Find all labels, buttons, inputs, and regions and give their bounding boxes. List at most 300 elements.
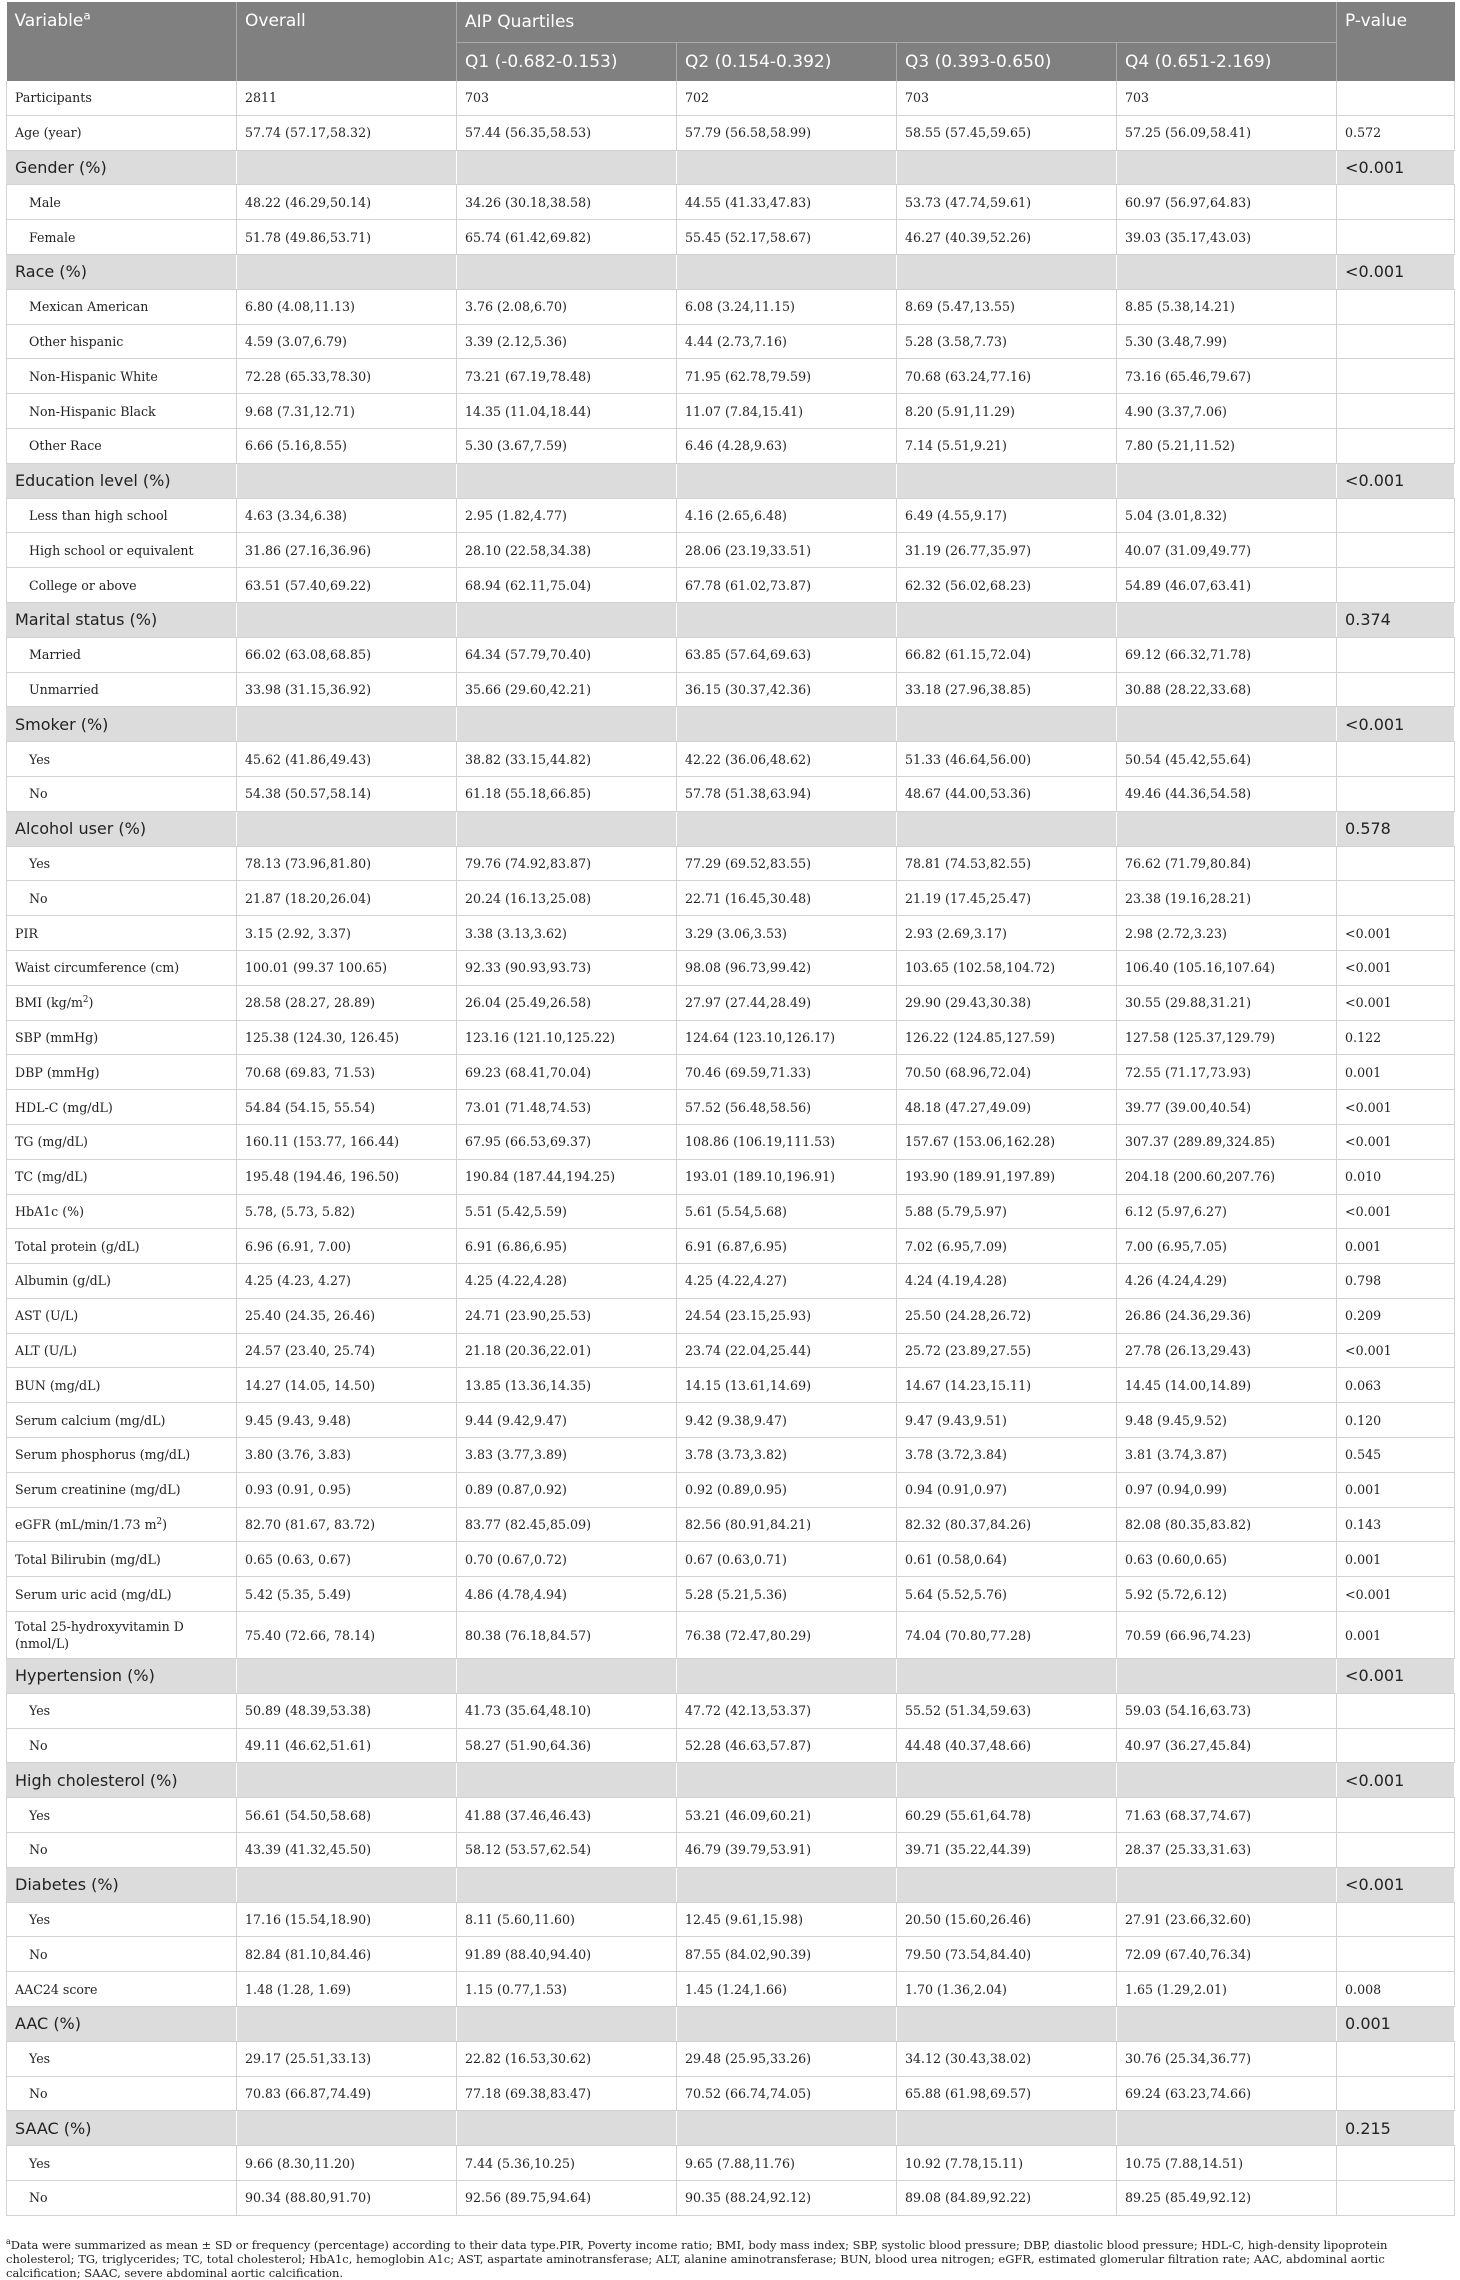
q3-cell: 48.18 (47.27,49.09)	[897, 1090, 1117, 1125]
overall-cell: 50.89 (48.39,53.38)	[237, 1693, 457, 1728]
q2-cell: 702	[677, 81, 897, 115]
empty-cell	[677, 811, 897, 846]
p-value-cell: 0.374	[1337, 602, 1455, 637]
table-row	[7, 1020, 1455, 1055]
q2-cell: 28.06 (23.19,33.51)	[677, 533, 897, 568]
table-row	[7, 1368, 1455, 1403]
q1-cell: 0.89 (0.87,0.92)	[457, 1472, 677, 1507]
table-row	[7, 1577, 1455, 1612]
q1-cell: 0.70 (0.67,0.72)	[457, 1542, 677, 1577]
row-label	[7, 568, 237, 603]
q1-cell: 68.94 (62.11,75.04)	[457, 568, 677, 603]
q3-cell: 7.02 (6.95,7.09)	[897, 1229, 1117, 1264]
q4-cell: 82.08 (80.35,83.82)	[1117, 1507, 1337, 1542]
p-value-cell	[1337, 498, 1455, 533]
q4-cell: 127.58 (125.37,129.79)	[1117, 1020, 1337, 1055]
empty-cell	[237, 602, 457, 637]
empty-cell	[237, 2007, 457, 2042]
row-label	[7, 1693, 237, 1728]
p-value-cell	[1337, 742, 1455, 777]
q1-cell: 92.33 (90.93,93.73)	[457, 950, 677, 985]
row-label-text: SAAC (%)	[15, 2118, 92, 2138]
q3-cell: 5.88 (5.79,5.97)	[897, 1194, 1117, 1229]
row-label	[7, 394, 237, 429]
q2-cell: 24.54 (23.15,25.93)	[677, 1298, 897, 1333]
empty-cell	[457, 811, 677, 846]
overall-cell: 33.98 (31.15,36.92)	[237, 672, 457, 707]
table-header	[7, 2, 1455, 81]
overall-cell: 160.11 (153.77, 166.44)	[237, 1124, 457, 1159]
table-row	[7, 498, 1455, 533]
q1-cell: 41.88 (37.46,46.43)	[457, 1798, 677, 1833]
empty-cell	[457, 602, 677, 637]
table-row	[7, 1728, 1455, 1763]
q2-cell: 5.28 (5.21,5.36)	[677, 1577, 897, 1612]
q3-cell: 9.47 (9.43,9.51)	[897, 1403, 1117, 1438]
overall-cell: 29.17 (25.51,33.13)	[237, 2041, 457, 2076]
empty-cell	[1117, 463, 1337, 498]
q2-cell: 47.72 (42.13,53.37)	[677, 1693, 897, 1728]
empty-cell	[677, 1763, 897, 1798]
table-row	[7, 1333, 1455, 1368]
table-row	[7, 1090, 1455, 1125]
q2-cell: 57.52 (56.48,58.56)	[677, 1090, 897, 1125]
row-label-text: Participants	[15, 90, 92, 106]
table-row	[7, 1055, 1455, 1090]
q1-cell: 703	[457, 81, 677, 115]
p-value-cell	[1337, 324, 1455, 359]
q4-cell: 39.03 (35.17,43.03)	[1117, 220, 1337, 255]
overall-cell: 2811	[237, 81, 457, 115]
q2-cell: 6.08 (3.24,11.15)	[677, 289, 897, 324]
p-value-cell	[1337, 1693, 1455, 1728]
q4-cell: 0.97 (0.94,0.99)	[1117, 1472, 1337, 1507]
overall-cell: 48.22 (46.29,50.14)	[237, 185, 457, 220]
row-label	[7, 1472, 237, 1507]
row-label-superscript: 2	[82, 994, 89, 1005]
p-value-cell	[1337, 359, 1455, 394]
row-label	[7, 1333, 237, 1368]
q3-cell: 5.28 (3.58,7.73)	[897, 324, 1117, 359]
p-value-cell: <0.001	[1337, 254, 1455, 289]
q3-cell: 78.81 (74.53,82.55)	[897, 846, 1117, 881]
table-row	[7, 289, 1455, 324]
q2-cell: 0.67 (0.63,0.71)	[677, 1542, 897, 1577]
table-row	[7, 1124, 1455, 1159]
empty-cell	[237, 463, 457, 498]
overall-cell: 72.28 (65.33,78.30)	[237, 359, 457, 394]
table-footnote	[6, 2238, 1454, 2280]
p-value-cell: <0.001	[1337, 985, 1455, 1020]
row-label-text: No	[29, 1842, 48, 1858]
q2-cell: 23.74 (22.04,25.44)	[677, 1333, 897, 1368]
q1-cell: 21.18 (20.36,22.01)	[457, 1333, 677, 1368]
q3-cell: 60.29 (55.61,64.78)	[897, 1798, 1117, 1833]
q2-cell: 4.25 (4.22,4.27)	[677, 1264, 897, 1299]
row-label-text: Total protein (g/dL)	[15, 1238, 140, 1254]
overall-cell: 6.66 (5.16,8.55)	[237, 428, 457, 463]
q1-cell: 64.34 (57.79,70.40)	[457, 637, 677, 672]
p-value-cell	[1337, 394, 1455, 429]
empty-cell	[897, 2111, 1117, 2146]
empty-cell	[1117, 1763, 1337, 1798]
header-q4: Q4 (0.651-2.169)	[1117, 43, 1337, 82]
q3-cell: 2.93 (2.69,3.17)	[897, 916, 1117, 951]
row-label-text: Serum phosphorus (mg/dL)	[15, 1447, 191, 1463]
table-row	[7, 81, 1455, 115]
p-value-cell: 0.120	[1337, 1403, 1455, 1438]
overall-cell: 25.40 (24.35, 26.46)	[237, 1298, 457, 1333]
row-label-text: DBP (mmHg)	[15, 1064, 100, 1080]
row-label-text: SBP (mmHg)	[15, 1029, 99, 1045]
row-label	[7, 498, 237, 533]
q2-cell: 70.46 (69.59,71.33)	[677, 1055, 897, 1090]
row-label	[7, 672, 237, 707]
row-label-text: No	[29, 2086, 48, 2102]
empty-cell	[677, 2111, 897, 2146]
empty-cell	[677, 602, 897, 637]
footnote-text: Data were summarized as mean ± SD or frequency (percentage) according to their data type.PIR, Poverty income ratio; BMI, body mass index; SBP, systolic blood pressure; DBP, diastolic blood pressure; HDL-C, high-density lipoprotein cholesterol; TG, triglycerides; TC, total cholesterol; HbA1c, hemoglobin A1c; AST, aspartate aminotransferase; ALT, alanine aminotransferase; BUN, blood urea nitrogen; eGFR, estimated glomerular filtration rate; AAC, abdominal aortic calcification; SAAC, severe abdominal aortic calcification.	[6, 2238, 1388, 2280]
header-variable-label: Variable	[14, 11, 84, 31]
q3-cell: 3.78 (3.72,3.84)	[897, 1438, 1117, 1473]
q3-cell: 0.61 (0.58,0.64)	[897, 1542, 1117, 1577]
overall-cell: 70.83 (66.87,74.49)	[237, 2076, 457, 2111]
row-label	[7, 846, 237, 881]
row-label-text: PIR	[15, 925, 38, 941]
q3-cell: 34.12 (30.43,38.02)	[897, 2041, 1117, 2076]
overall-cell: 28.58 (28.27, 28.89)	[237, 985, 457, 1020]
empty-cell	[897, 1867, 1117, 1902]
row-label	[7, 950, 237, 985]
row-label-text: No	[29, 890, 48, 906]
section-row	[7, 707, 1455, 742]
q4-cell: 69.12 (66.32,71.78)	[1117, 637, 1337, 672]
q4-cell: 69.24 (63.23,74.66)	[1117, 2076, 1337, 2111]
q4-cell: 14.45 (14.00,14.89)	[1117, 1368, 1337, 1403]
q2-cell: 98.08 (96.73,99.42)	[677, 950, 897, 985]
p-value-cell: 0.001	[1337, 1612, 1455, 1659]
p-value-cell	[1337, 533, 1455, 568]
q2-cell: 6.91 (6.87,6.95)	[677, 1229, 897, 1264]
q4-cell: 0.63 (0.60,0.65)	[1117, 1542, 1337, 1577]
empty-cell	[1117, 254, 1337, 289]
p-value-cell	[1337, 2181, 1455, 2216]
q4-cell: 73.16 (65.46,79.67)	[1117, 359, 1337, 394]
q3-cell: 62.32 (56.02,68.23)	[897, 568, 1117, 603]
overall-cell: 6.96 (6.91, 7.00)	[237, 1229, 457, 1264]
header-overall: Overall	[237, 2, 457, 81]
q1-cell: 3.38 (3.13,3.62)	[457, 916, 677, 951]
row-label-text: Yes	[29, 1912, 51, 1928]
p-value-cell: 0.545	[1337, 1438, 1455, 1473]
q3-cell: 7.14 (5.51,9.21)	[897, 428, 1117, 463]
empty-cell	[237, 1763, 457, 1798]
empty-cell	[1117, 1659, 1337, 1694]
row-label	[7, 881, 237, 916]
p-value-cell	[1337, 428, 1455, 463]
table-row	[7, 1472, 1455, 1507]
q2-cell: 5.61 (5.54,5.68)	[677, 1194, 897, 1229]
q3-cell: 193.90 (189.91,197.89)	[897, 1159, 1117, 1194]
q1-cell: 24.71 (23.90,25.53)	[457, 1298, 677, 1333]
q4-cell: 72.09 (67.40,76.34)	[1117, 1937, 1337, 1972]
q4-cell: 76.62 (71.79,80.84)	[1117, 846, 1337, 881]
q4-cell: 30.88 (28.22,33.68)	[1117, 672, 1337, 707]
row-label	[7, 1972, 237, 2007]
p-value-cell	[1337, 1902, 1455, 1937]
table-row	[7, 1902, 1455, 1937]
overall-cell: 49.11 (46.62,51.61)	[237, 1728, 457, 1763]
q1-cell: 80.38 (76.18,84.57)	[457, 1612, 677, 1659]
empty-cell	[237, 811, 457, 846]
q1-cell: 3.39 (2.12,5.36)	[457, 324, 677, 359]
empty-cell	[897, 254, 1117, 289]
overall-cell: 0.93 (0.91, 0.95)	[237, 1472, 457, 1507]
table-row	[7, 1972, 1455, 2007]
row-label	[7, 1438, 237, 1473]
empty-cell	[897, 811, 1117, 846]
row-label	[7, 2007, 237, 2042]
section-row	[7, 1763, 1455, 1798]
table-row	[7, 428, 1455, 463]
q1-cell: 26.04 (25.49,26.58)	[457, 985, 677, 1020]
row-label-text: Hypertension (%)	[15, 1666, 155, 1686]
header-q2: Q2 (0.154-0.392)	[677, 43, 897, 82]
p-value-cell	[1337, 81, 1455, 115]
row-label	[7, 1798, 237, 1833]
q1-cell: 58.12 (53.57,62.54)	[457, 1833, 677, 1868]
empty-cell	[677, 1659, 897, 1694]
p-value-cell: <0.001	[1337, 950, 1455, 985]
p-value-cell	[1337, 846, 1455, 881]
empty-cell	[1117, 1867, 1337, 1902]
row-label-text: Race (%)	[15, 262, 87, 282]
overall-cell: 56.61 (54.50,58.68)	[237, 1798, 457, 1833]
q1-cell: 34.26 (30.18,38.58)	[457, 185, 677, 220]
q4-cell: 3.81 (3.74,3.87)	[1117, 1438, 1337, 1473]
q3-cell: 89.08 (84.89,92.22)	[897, 2181, 1117, 2216]
row-label	[7, 1090, 237, 1125]
row-label	[7, 811, 237, 846]
overall-cell: 82.84 (81.10,84.46)	[237, 1937, 457, 1972]
empty-cell	[897, 1659, 1117, 1694]
row-label	[7, 1264, 237, 1299]
q1-cell: 79.76 (74.92,83.87)	[457, 846, 677, 881]
overall-cell: 125.38 (124.30, 126.45)	[237, 1020, 457, 1055]
header-q3: Q3 (0.393-0.650)	[897, 43, 1117, 82]
p-value-cell: 0.001	[1337, 1229, 1455, 1264]
row-label	[7, 2041, 237, 2076]
q1-cell: 6.91 (6.86,6.95)	[457, 1229, 677, 1264]
q3-cell: 39.71 (35.22,44.39)	[897, 1833, 1117, 1868]
table-row	[7, 776, 1455, 811]
q4-cell: 5.30 (3.48,7.99)	[1117, 324, 1337, 359]
q4-cell: 50.54 (45.42,55.64)	[1117, 742, 1337, 777]
overall-cell: 1.48 (1.28, 1.69)	[237, 1972, 457, 2007]
table-row	[7, 115, 1455, 150]
row-label-text: TC (mg/dL)	[15, 1169, 88, 1185]
overall-cell: 5.42 (5.35, 5.49)	[237, 1577, 457, 1612]
overall-cell: 78.13 (73.96,81.80)	[237, 846, 457, 881]
table-row	[7, 1693, 1455, 1728]
q3-cell: 21.19 (17.45,25.47)	[897, 881, 1117, 916]
row-label	[7, 1055, 237, 1090]
table-row	[7, 185, 1455, 220]
q3-cell: 25.50 (24.28,26.72)	[897, 1298, 1117, 1333]
q2-cell: 67.78 (61.02,73.87)	[677, 568, 897, 603]
p-value-cell: 0.001	[1337, 2007, 1455, 2042]
row-label	[7, 742, 237, 777]
q1-cell: 4.25 (4.22,4.28)	[457, 1264, 677, 1299]
q1-cell: 92.56 (89.75,94.64)	[457, 2181, 677, 2216]
q3-cell: 126.22 (124.85,127.59)	[897, 1020, 1117, 1055]
q1-cell: 123.16 (121.10,125.22)	[457, 1020, 677, 1055]
overall-cell: 75.40 (72.66, 78.14)	[237, 1612, 457, 1659]
empty-cell	[457, 463, 677, 498]
row-label	[7, 1507, 237, 1542]
table-row	[7, 394, 1455, 429]
q1-cell: 20.24 (16.13,25.08)	[457, 881, 677, 916]
q2-cell: 42.22 (36.06,48.62)	[677, 742, 897, 777]
row-label-text: Married	[29, 647, 81, 663]
p-value-cell: <0.001	[1337, 1659, 1455, 1694]
empty-cell	[1117, 2007, 1337, 2042]
q2-cell: 9.65 (7.88,11.76)	[677, 2146, 897, 2181]
row-label-text: Waist circumference (cm)	[15, 960, 180, 976]
q1-cell: 4.86 (4.78,4.94)	[457, 1577, 677, 1612]
q4-cell: 28.37 (25.33,31.63)	[1117, 1833, 1337, 1868]
p-value-cell: 0.001	[1337, 1472, 1455, 1507]
row-label-text: HDL-C (mg/dL)	[15, 1099, 113, 1115]
overall-cell: 0.65 (0.63, 0.67)	[237, 1542, 457, 1577]
q4-cell: 8.85 (5.38,14.21)	[1117, 289, 1337, 324]
q4-cell: 6.12 (5.97,6.27)	[1117, 1194, 1337, 1229]
row-label	[7, 1229, 237, 1264]
p-value-cell: 0.572	[1337, 115, 1455, 150]
row-label	[7, 2076, 237, 2111]
q2-cell: 1.45 (1.24,1.66)	[677, 1972, 897, 2007]
q3-cell: 5.64 (5.52,5.76)	[897, 1577, 1117, 1612]
table-row	[7, 1229, 1455, 1264]
row-label	[7, 637, 237, 672]
q2-cell: 11.07 (7.84,15.41)	[677, 394, 897, 429]
p-value-cell	[1337, 881, 1455, 916]
overall-cell: 90.34 (88.80,91.70)	[237, 2181, 457, 2216]
q2-cell: 57.79 (56.58,58.99)	[677, 115, 897, 150]
q1-cell: 58.27 (51.90,64.36)	[457, 1728, 677, 1763]
p-value-cell: <0.001	[1337, 1867, 1455, 1902]
table-row	[7, 1403, 1455, 1438]
q3-cell: 103.65 (102.58,104.72)	[897, 950, 1117, 985]
row-label	[7, 1612, 237, 1659]
overall-cell: 51.78 (49.86,53.71)	[237, 220, 457, 255]
overall-cell: 3.15 (2.92, 3.37)	[237, 916, 457, 951]
q3-cell: 33.18 (27.96,38.85)	[897, 672, 1117, 707]
q4-cell: 30.55 (29.88,31.21)	[1117, 985, 1337, 1020]
row-label-text: Total 25-hydroxyvitamin D (nmol/L)	[15, 1619, 184, 1652]
footnote-mark: a	[6, 2237, 11, 2247]
table-row	[7, 637, 1455, 672]
empty-cell	[457, 150, 677, 185]
row-label-text: Age (year)	[15, 125, 82, 141]
q2-cell: 22.71 (16.45,30.48)	[677, 881, 897, 916]
row-label	[7, 916, 237, 951]
q2-cell: 29.48 (25.95,33.26)	[677, 2041, 897, 2076]
overall-cell: 63.51 (57.40,69.22)	[237, 568, 457, 603]
baseline-characteristics-table	[6, 2, 1455, 2216]
p-value-cell: 0.001	[1337, 1055, 1455, 1090]
row-label	[7, 1902, 237, 1937]
q1-cell: 83.77 (82.45,85.09)	[457, 1507, 677, 1542]
row-label-text: Albumin (g/dL)	[15, 1273, 111, 1289]
header-q1: Q1 (-0.682-0.153)	[457, 43, 677, 82]
row-label	[7, 115, 237, 150]
q1-cell: 73.01 (71.48,74.53)	[457, 1090, 677, 1125]
overall-cell: 21.87 (18.20,26.04)	[237, 881, 457, 916]
table-row	[7, 2076, 1455, 2111]
q3-cell: 4.24 (4.19,4.28)	[897, 1264, 1117, 1299]
q2-cell: 55.45 (52.17,58.67)	[677, 220, 897, 255]
overall-cell: 17.16 (15.54,18.90)	[237, 1902, 457, 1937]
q4-cell: 307.37 (289.89,324.85)	[1117, 1124, 1337, 1159]
q3-cell: 70.68 (63.24,77.16)	[897, 359, 1117, 394]
table-row	[7, 1298, 1455, 1333]
row-label	[7, 533, 237, 568]
row-label-text: No	[29, 786, 48, 802]
row-label	[7, 1659, 237, 1694]
q2-cell: 44.55 (41.33,47.83)	[677, 185, 897, 220]
header-aip-quartiles: AIP Quartiles	[457, 2, 1337, 43]
row-label-superscript: 2	[156, 1516, 163, 1527]
q4-cell: 27.91 (23.66,32.60)	[1117, 1902, 1337, 1937]
table-row	[7, 359, 1455, 394]
p-value-cell: <0.001	[1337, 1194, 1455, 1229]
q2-cell: 4.16 (2.65,6.48)	[677, 498, 897, 533]
q3-cell: 44.48 (40.37,48.66)	[897, 1728, 1117, 1763]
empty-cell	[237, 150, 457, 185]
overall-cell: 82.70 (81.67, 83.72)	[237, 1507, 457, 1542]
section-row	[7, 1867, 1455, 1902]
section-row	[7, 150, 1455, 185]
q1-cell: 7.44 (5.36,10.25)	[457, 2146, 677, 2181]
empty-cell	[457, 707, 677, 742]
empty-cell	[457, 1763, 677, 1798]
q2-cell: 14.15 (13.61,14.69)	[677, 1368, 897, 1403]
q3-cell: 53.73 (47.74,59.61)	[897, 185, 1117, 220]
row-label-text: Yes	[29, 855, 51, 871]
q1-cell: 38.82 (33.15,44.82)	[457, 742, 677, 777]
table-row	[7, 881, 1455, 916]
overall-cell: 24.57 (23.40, 25.74)	[237, 1333, 457, 1368]
row-label-text: Non-Hispanic White	[29, 368, 158, 384]
row-label	[7, 707, 237, 742]
q1-cell: 22.82 (16.53,30.62)	[457, 2041, 677, 2076]
row-label-text: Yes	[29, 2051, 51, 2067]
q4-cell: 1.65 (1.29,2.01)	[1117, 1972, 1337, 2007]
empty-cell	[897, 1763, 1117, 1798]
row-label	[7, 1542, 237, 1577]
overall-cell: 100.01 (99.37 100.65)	[237, 950, 457, 985]
row-label-text: Serum calcium (mg/dL)	[15, 1412, 166, 1428]
row-label-text: No	[29, 2190, 48, 2206]
q4-cell: 4.26 (4.24,4.29)	[1117, 1264, 1337, 1299]
q1-cell: 41.73 (35.64,48.10)	[457, 1693, 677, 1728]
q4-cell: 7.00 (6.95,7.05)	[1117, 1229, 1337, 1264]
row-label-text: Marital status (%)	[15, 610, 158, 630]
p-value-cell: <0.001	[1337, 1333, 1455, 1368]
row-label	[7, 359, 237, 394]
q1-cell: 5.51 (5.42,5.59)	[457, 1194, 677, 1229]
